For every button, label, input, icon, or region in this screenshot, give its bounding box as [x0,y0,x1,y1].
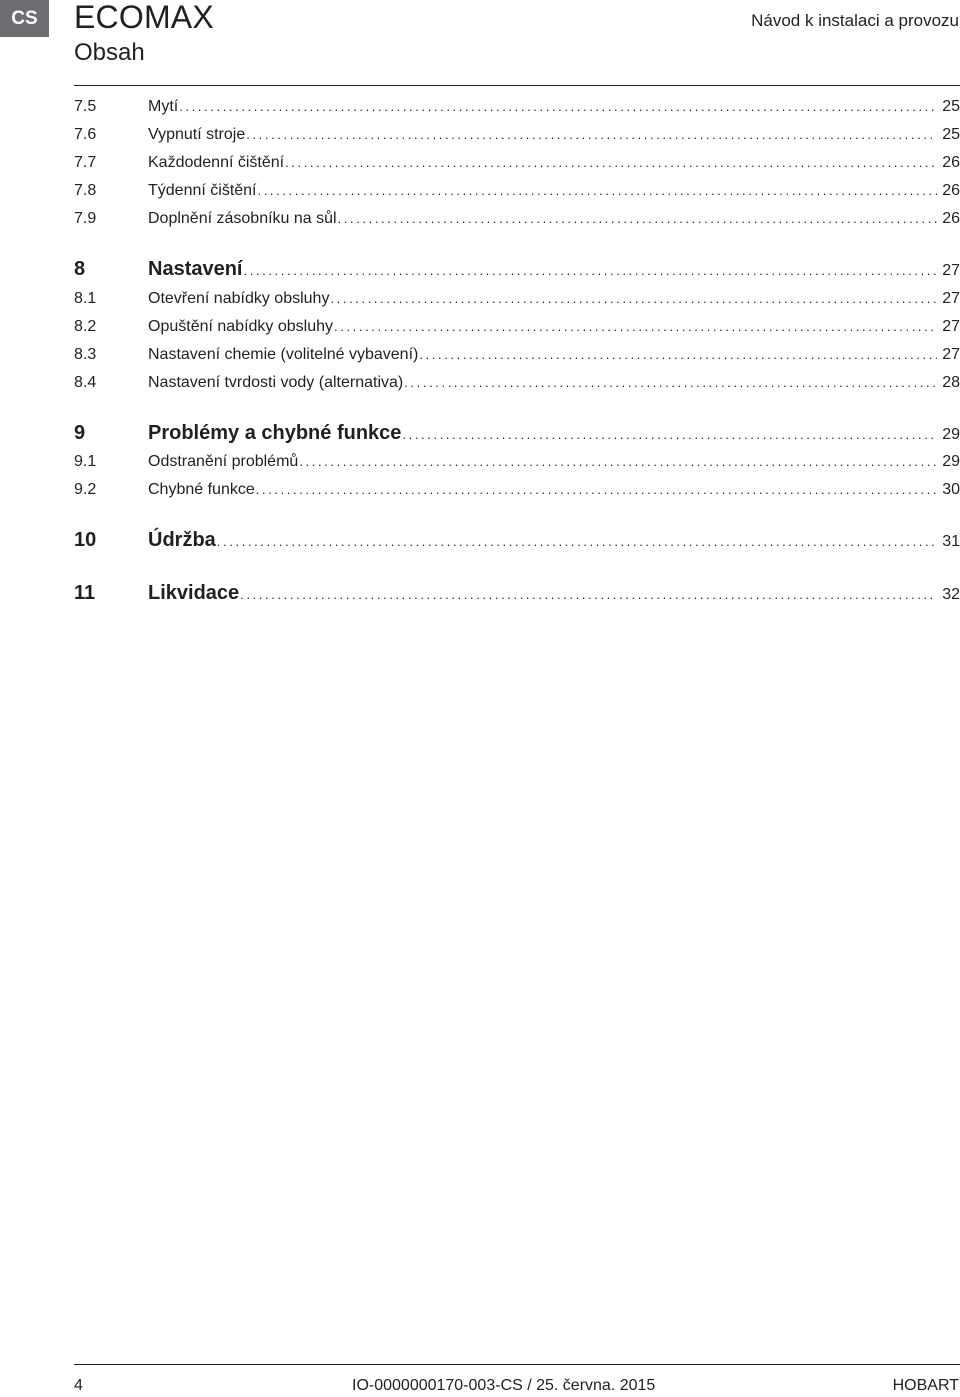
toc-entry[interactable] [74,181,960,201]
toc-leader-dots [240,583,937,607]
toc-entry[interactable] [74,289,960,309]
toc-entry[interactable] [74,480,960,500]
toc-entry-page: 27 [942,290,960,307]
toc-leader-dots [404,373,937,393]
toc-entry-page: 25 [942,98,960,115]
toc-entry[interactable] [74,97,960,117]
toc-entry-label: Likvidace [148,582,240,604]
toc-entry-number: 9.2 [74,481,97,498]
toc-entry[interactable] [74,257,960,283]
section-title: Obsah [74,39,145,66]
toc-entry-page: 26 [942,210,960,227]
toc-entry-page: 29 [942,426,960,443]
page-number: 4 [74,1377,83,1394]
brand-name: HOBART [892,1377,959,1394]
toc-entry-number: 7.8 [74,182,97,199]
toc-leader-dots [244,259,938,283]
toc-entry-label: Otevření nabídky obsluhy [148,290,330,307]
toc-entry-label: Vypnutí stroje [148,126,246,143]
toc-entry-page: 27 [942,262,960,279]
toc-leader-dots [334,317,937,337]
toc-entry-label: Údržba [148,529,216,551]
toc-entry-number: 8.3 [74,346,97,363]
toc-entry-page: 27 [942,346,960,363]
toc-entry-page: 26 [942,182,960,199]
toc-entry-label: Doplnění zásobníku na sůl [148,210,337,227]
header-divider [74,85,960,86]
toc-entry-number: 7.5 [74,98,97,115]
toc-entry[interactable] [74,581,960,607]
toc-entry-number: 9.1 [74,453,97,470]
toc-entry-page: 26 [942,154,960,171]
toc-entry-page: 29 [942,453,960,470]
toc-entry-page: 32 [942,586,960,603]
toc-leader-dots [330,289,937,309]
toc-entry[interactable] [74,345,960,365]
document-subtitle: Návod k instalaci a provozu [751,11,959,30]
toc-entry-page: 30 [942,481,960,498]
toc-leader-dots [256,480,937,500]
toc-entry[interactable] [74,317,960,337]
toc-entry[interactable] [74,421,960,447]
toc-entry-label: Problémy a chybné funkce [148,422,402,444]
toc-entry-label: Nastavení tvrdosti vody (alternativa) [148,374,404,391]
footer-divider [74,1364,960,1365]
toc-entry[interactable] [74,528,960,554]
toc-leader-dots [217,530,937,554]
toc-entry-number: 8 [74,258,86,280]
toc-entry[interactable] [74,209,960,229]
document-title: ECOMAX [74,0,214,35]
toc-entry[interactable] [74,153,960,173]
toc-entry-page: 31 [942,533,960,550]
toc-entry-number: 9 [74,422,86,444]
toc-leader-dots [402,423,937,447]
toc-entry-label: Týdenní čištění [148,182,257,199]
toc-leader-dots [299,452,937,472]
toc-entry-page: 25 [942,126,960,143]
toc-entry-label: Opuštění nabídky obsluhy [148,318,334,335]
toc-entry-number: 8.2 [74,318,97,335]
toc-leader-dots [246,125,937,145]
toc-entry-page: 28 [942,374,960,391]
toc-leader-dots [338,209,938,229]
toc-entry-label: Nastavení [148,258,243,280]
toc-leader-dots [179,97,937,117]
toc-entry-number: 7.7 [74,154,97,171]
toc-leader-dots [285,153,937,173]
language-badge: CS [0,0,49,37]
toc-entry[interactable] [74,125,960,145]
toc-entry-number: 8.4 [74,374,97,391]
toc-leader-dots [419,345,937,365]
toc-entry[interactable] [74,452,960,472]
toc-entry-label: Každodenní čištění [148,154,285,171]
toc-entry-number: 7.9 [74,210,97,227]
toc-entry-number: 7.6 [74,126,97,143]
toc-entry-label: Chybné funkce [148,481,255,498]
toc-entry-label: Odstranění problémů [148,453,299,470]
toc-entry-label: Mytí [148,98,179,115]
toc-entry[interactable] [74,373,960,393]
toc-entry-number: 11 [74,582,96,604]
toc-leader-dots [258,181,938,201]
toc-entry-page: 27 [942,318,960,335]
document-id: IO-0000000170-003-CS / 25. června. 2015 [352,1377,656,1394]
toc-entry-label: Nastavení chemie (volitelné vybavení) [148,346,419,363]
toc-entry-number: 8.1 [74,290,97,307]
toc-entry-number: 10 [74,529,97,551]
